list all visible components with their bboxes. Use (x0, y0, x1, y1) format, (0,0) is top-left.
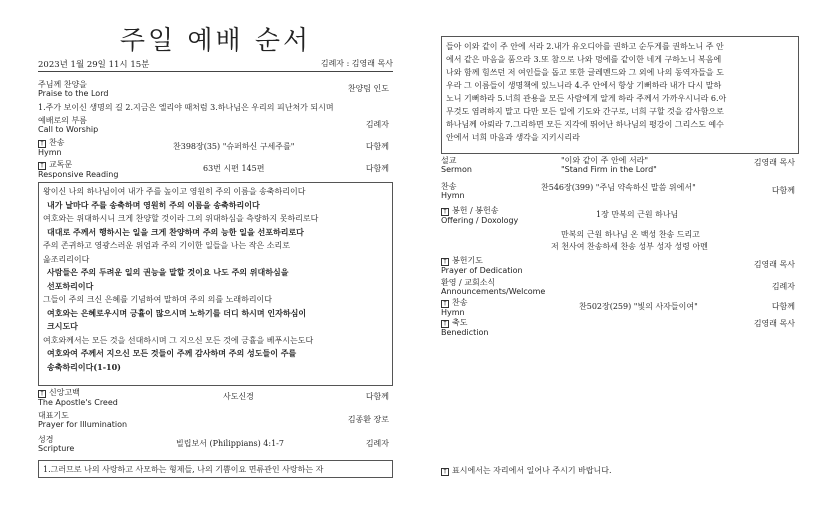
order-item-hymn-1: † 찬송 Hymn 찬398장(35) "슈퍼하신 구세주를" 다함께 (38, 138, 389, 157)
standing-icon: † (441, 208, 449, 216)
responsive-reading-box (38, 182, 393, 386)
scripture-line: 들아 이와 같이 주 안에 서라 2.내가 유오디아를 권하고 순두게를 권하노니 주 안 (446, 42, 724, 51)
reading-line: 여호와여 주께서 지으신 모든 것들이 주께 감사하며 주의 성도들이 주를 (47, 348, 297, 358)
reading-line: 주의 존귀하고 영광스러운 위엄과 주의 기이한 일들을 나는 작은 소리로 (43, 241, 290, 250)
preacher-info: 김례자 : 김영래 목사 (320, 59, 393, 68)
reading-line: 대대로 주께서 행하시는 일을 크게 찬양하며 주의 능한 일을 선포하리로다 (47, 226, 304, 237)
scripture-line: 우라 그 이름들이 생명책에 있느니라 4.주 안에서 항상 기뻐하라 내가 다시 말하 (446, 81, 722, 90)
scripture-line: 에서 같은 마음을 품으라 3.또 참으로 나와 멍에를 같이한 네게 구하노니 복음에 (446, 55, 722, 64)
reading-line: 여호와는 위대하시니 크게 찬양할 것이라 그의 위대하심을 측량하지 못하리로다 (43, 214, 319, 223)
reading-line: 송축하리이다(1-10) (47, 361, 121, 372)
standing-icon: † (441, 258, 449, 266)
reading-line: 왕이신 나의 하나님이여 내가 주를 높이고 영원히 주의 이름을 송축하리이다 (43, 187, 306, 196)
order-item-call-to-worship: 예배로의 부름 Call to Worship 김례자 (38, 116, 389, 134)
order-item-hymn-2: 찬송 Hymn 찬546장(399) "주님 약속하신 말씀 위에서" 다함께 (441, 182, 795, 200)
order-item-prayer: 대표기도 Prayer for Illumination 김종환 장로 (38, 411, 389, 429)
praise-lyrics: 1.주가 보이신 생명의 길 2.지금은 엘리야 때처럼 3.하나님은 우리의 피난처가 되시며 (38, 103, 334, 112)
reading-line: 사람들은 주의 두려운 일의 권능을 말할 것이요 나도 주의 위대하심을 (47, 267, 289, 277)
reading-line: 선포하리이다 (47, 280, 94, 291)
standing-icon: † (38, 140, 46, 148)
order-item-praise: 주님께 찬양을 Praise to the Lord 찬양팀 인도 (38, 80, 389, 98)
order-item-benediction: † 축도 Benediction 김영래 목사 (441, 318, 795, 337)
order-item-announcements: 환영 / 교회소식 Announcements/Welcome 김례자 (441, 278, 795, 296)
scripture-line: 무것도 염려하지 말고 다만 모든 일에 기도와 간구로, 너희 구할 것을 감사함으로 (446, 107, 724, 116)
order-item-dedication: † 봉헌기도 Prayer of Dedication 김영래 목사 (441, 256, 795, 275)
reading-line: 크시도다 (47, 321, 78, 331)
order-item-creed: † 신앙고백 The Apostle's Creed 사도신경 다함께 (38, 388, 389, 407)
reading-line: 그들이 주의 크신 은혜를 기념하여 말하며 주의 의를 노래하리이다 (43, 295, 272, 304)
reading-line: 읊조리리이다 (43, 254, 90, 264)
order-item-scripture: 성경 Scripture 빌립보서 (Philippians) 4:1-7 김례자 (38, 435, 389, 453)
standing-icon: † (38, 162, 46, 170)
standing-icon: † (38, 390, 46, 398)
scripture-line: 노니 기뻐하라 5.너희 관용을 모든 사람에게 알게 하라 주께서 가까우시니라 6.아 (446, 94, 727, 103)
doxology-line: 저 천사여 찬송하세 찬송 성부 성자 성령 아멘 (551, 242, 708, 251)
scripture-line: 하나님께 아뢰라 7.그리하면 모든 지각에 뛰어난 하나님의 평강이 그리스도 예수 (446, 120, 724, 129)
standing-icon: † (441, 320, 449, 328)
scripture-line: 나와 함께 힘쓰던 저 여인들을 돕고 또한 글레멘드와 그 외에 나의 동역자들을 도 (446, 68, 724, 77)
standing-icon: † (441, 300, 449, 308)
order-item-responsive-reading: † 교독문 Responsive Reading 63번 시편 145편 다함께 (38, 160, 389, 179)
order-item-sermon: 설교 Sermon "이와 같이 주 안에 서라" "Stand Firm in the Lord" 김영래 목사 (441, 156, 795, 174)
scripture-line: 안에서 너희 마음과 생각을 지키시리라 (446, 133, 580, 142)
service-date: 2023년 1월 29일 11시 15분 (38, 60, 150, 70)
reading-line: 내가 날마다 주를 송축하며 영원히 주의 이름을 송축하리이다 (47, 199, 260, 210)
reading-line: 여호와는 은혜로우시며 긍휼이 많으시며 노하기를 더디 하시며 인자하심이 (47, 307, 307, 318)
reading-line: 여호와께서는 모든 것을 선대하시며 그 지으신 모든 것에 긍휼을 베푸시는도다 (43, 335, 314, 345)
scripture-box-continued (441, 36, 799, 154)
standing-icon: † (441, 468, 449, 476)
order-item-offering: † 봉헌 / 봉헌송 Offering / Doxology 1장 만복의 근원 하나님 (441, 206, 679, 225)
footer-note: † 표시에서는 자리에서 일어나 주시기 바랍니다. (441, 465, 612, 476)
page-title: 주일 예배 순서 (119, 26, 312, 56)
doxology-line: 만복의 근원 하나님 온 백성 찬송 드리고 (561, 230, 700, 239)
order-item-hymn-3: † 찬송 Hymn 찬502장(259) "빛의 사자들이여" 다함께 (441, 298, 795, 317)
scripture-box-start: 1.그러므로 나의 사랑하고 사모하는 형제들, 나의 기쁨이요 면류관인 사랑하는 자 (38, 460, 393, 478)
date-line (38, 56, 393, 72)
